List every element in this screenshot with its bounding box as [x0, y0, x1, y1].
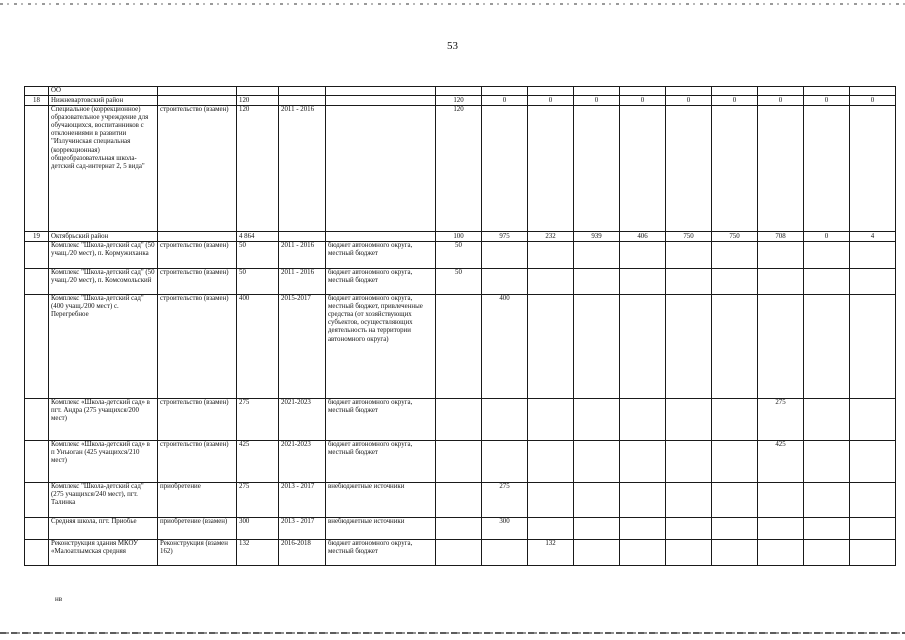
year-value	[436, 441, 482, 483]
year-value	[482, 269, 528, 295]
year-value	[528, 106, 574, 232]
year-value: 50	[436, 242, 482, 269]
footer-mark: нв	[55, 595, 63, 603]
project-source: бюджет автономного округа, местный бюджет	[326, 242, 436, 269]
year-value	[666, 399, 712, 441]
project-name: Комплекс «Школа-детский сад» в п Унъюган (425 учащихся/210 мест)	[49, 441, 158, 483]
year-value: 275	[482, 483, 528, 518]
year-value: 708	[758, 232, 804, 242]
year-value	[528, 242, 574, 269]
project-source: бюджет автономного округа, местный бюджет	[326, 441, 436, 483]
project-type: строительство (взамен)	[158, 295, 237, 399]
year-value	[620, 540, 666, 566]
year-value	[482, 399, 528, 441]
project-period: 2013 - 2017	[279, 483, 326, 518]
project-type: строительство (взамен)	[158, 106, 237, 232]
project-source: внебюджетные источники	[326, 518, 436, 540]
year-value	[436, 399, 482, 441]
project-capacity: 132	[237, 540, 279, 566]
year-value: 100	[436, 232, 482, 242]
district-number: 19	[25, 232, 49, 242]
district-name: Нижневартовский район	[49, 96, 158, 106]
year-value	[850, 242, 896, 269]
district-total-row	[25, 96, 896, 106]
year-value: 50	[436, 269, 482, 295]
project-row	[25, 540, 896, 566]
project-capacity: 120	[237, 106, 279, 232]
year-value: 232	[528, 232, 574, 242]
project-type: Реконструкция (взамен 162)	[158, 540, 237, 566]
year-value	[758, 483, 804, 518]
project-name: Реконструкция здания МКОУ «Малоатлымская средняя	[49, 540, 158, 566]
year-value	[528, 483, 574, 518]
project-type: строительство (взамен)	[158, 399, 237, 441]
project-capacity: 50	[237, 242, 279, 269]
year-value	[666, 441, 712, 483]
project-name: Комплекс "Школа-детский сад" (400 учащ./200 мест) с. Перегребное	[49, 295, 158, 399]
project-type: строительство (взамен)	[158, 242, 237, 269]
project-type: строительство (взамен)	[158, 441, 237, 483]
year-value	[666, 540, 712, 566]
project-source: бюджет автономного округа, местный бюджет, привлеченные средства (от хозяйствующих субъектов, осуществляющих деятельность на территории автономного округа)	[326, 295, 436, 399]
year-value	[712, 399, 758, 441]
year-value: 0	[574, 96, 620, 106]
year-value	[620, 399, 666, 441]
year-value	[758, 518, 804, 540]
year-value	[758, 295, 804, 399]
year-value	[666, 269, 712, 295]
investment-table	[24, 86, 896, 566]
year-value	[482, 540, 528, 566]
page-number: 53	[447, 40, 458, 52]
year-value	[758, 540, 804, 566]
year-value: 0	[804, 96, 850, 106]
year-value: 0	[528, 96, 574, 106]
project-period: 2011 - 2016	[279, 269, 326, 295]
year-value	[574, 399, 620, 441]
year-value: 750	[666, 232, 712, 242]
year-value	[850, 269, 896, 295]
year-value: 975	[482, 232, 528, 242]
year-value	[436, 483, 482, 518]
project-capacity: 50	[237, 269, 279, 295]
project-type: приобретение	[158, 483, 237, 518]
year-value	[804, 399, 850, 441]
year-value	[804, 242, 850, 269]
project-period: 2016-2018	[279, 540, 326, 566]
scan-edge-top	[0, 3, 905, 5]
year-value	[620, 441, 666, 483]
year-value	[620, 295, 666, 399]
year-value	[574, 295, 620, 399]
project-name: Комплекс "Школа-детский сад" (50 учащ./20 мест), п. Комсомольский	[49, 269, 158, 295]
year-value	[574, 106, 620, 232]
project-capacity: 275	[237, 483, 279, 518]
year-value	[620, 518, 666, 540]
year-value	[758, 242, 804, 269]
year-value	[528, 295, 574, 399]
district-total: 120	[237, 96, 279, 106]
year-value	[712, 441, 758, 483]
district-total: 4 864	[237, 232, 279, 242]
year-value	[482, 242, 528, 269]
project-period: 2021-2023	[279, 399, 326, 441]
project-source: бюджет автономного округа, местный бюджет	[326, 399, 436, 441]
year-value: 750	[712, 232, 758, 242]
project-row	[25, 106, 896, 232]
year-value	[666, 295, 712, 399]
year-value: 0	[620, 96, 666, 106]
year-value	[804, 441, 850, 483]
year-value	[850, 540, 896, 566]
year-value	[666, 106, 712, 232]
year-value	[620, 483, 666, 518]
project-period: 2013 - 2017	[279, 518, 326, 540]
project-source: внебюджетные источники	[326, 483, 436, 518]
table-header-fragment-row	[25, 87, 896, 96]
year-value	[620, 242, 666, 269]
year-value: 120	[436, 96, 482, 106]
year-value: 939	[574, 232, 620, 242]
year-value	[528, 441, 574, 483]
year-value: 132	[528, 540, 574, 566]
year-value: 425	[758, 441, 804, 483]
project-row	[25, 483, 896, 518]
project-row	[25, 441, 896, 483]
year-value	[712, 242, 758, 269]
year-value	[666, 518, 712, 540]
project-type: строительство (взамен)	[158, 269, 237, 295]
project-period: 2021-2023	[279, 441, 326, 483]
year-value	[436, 540, 482, 566]
year-value	[712, 106, 758, 232]
year-value	[620, 269, 666, 295]
year-value: 400	[482, 295, 528, 399]
year-value: 0	[804, 232, 850, 242]
year-value	[574, 518, 620, 540]
year-value	[528, 518, 574, 540]
year-value	[850, 483, 896, 518]
year-value	[574, 441, 620, 483]
year-value	[804, 540, 850, 566]
year-value	[482, 441, 528, 483]
scan-edge-bottom	[0, 632, 905, 634]
year-value	[574, 483, 620, 518]
year-value: 300	[482, 518, 528, 540]
year-value	[804, 483, 850, 518]
year-value	[850, 106, 896, 232]
year-value	[528, 399, 574, 441]
year-value	[436, 518, 482, 540]
project-name: Средняя школа, пгт. Приобье	[49, 518, 158, 540]
year-value	[804, 269, 850, 295]
year-value	[758, 106, 804, 232]
year-value	[666, 483, 712, 518]
project-capacity: 275	[237, 399, 279, 441]
project-row	[25, 399, 896, 441]
project-source: бюджет автономного округа, местный бюджет	[326, 269, 436, 295]
project-period: 2011 - 2016	[279, 106, 326, 232]
year-value	[574, 540, 620, 566]
year-value	[804, 518, 850, 540]
year-value	[620, 106, 666, 232]
year-value: 4	[850, 232, 896, 242]
year-value	[482, 106, 528, 232]
district-total-row	[25, 232, 896, 242]
project-name: Комплекс "Школа-детский сад" (275 учащихся/240 мест), пгт. Талинка	[49, 483, 158, 518]
year-value	[850, 441, 896, 483]
year-value	[574, 269, 620, 295]
project-name: Специальное (коррекционное) образовательное учреждение для обучающихся, воспитанников с отклонениями в развитии "Излучинская специальная (коррекционная) общеобразовательная школа-детский сад-интернат 2, 5 вида"	[49, 106, 158, 232]
project-name: Комплекс «Школа-детский сад» в пгт. Андра (275 учащихся/200 мест)	[49, 399, 158, 441]
project-row	[25, 269, 896, 295]
project-capacity: 425	[237, 441, 279, 483]
year-value	[712, 295, 758, 399]
project-capacity: 400	[237, 295, 279, 399]
year-value: 0	[712, 96, 758, 106]
year-value: 406	[620, 232, 666, 242]
year-value	[850, 295, 896, 399]
year-value: 275	[758, 399, 804, 441]
project-source	[326, 106, 436, 232]
year-value	[850, 399, 896, 441]
year-value	[712, 483, 758, 518]
project-period: 2015-2017	[279, 295, 326, 399]
year-value: 0	[758, 96, 804, 106]
year-value	[850, 518, 896, 540]
project-name: Комплекс "Школа-детский сад" (50 учащ./20 мест), п. Кормужиханка	[49, 242, 158, 269]
project-type: приобретение (взамен)	[158, 518, 237, 540]
year-value	[528, 269, 574, 295]
year-value: 120	[436, 106, 482, 232]
project-capacity: 300	[237, 518, 279, 540]
year-value	[804, 106, 850, 232]
project-row	[25, 295, 896, 399]
year-value: 0	[850, 96, 896, 106]
year-value	[666, 242, 712, 269]
year-value	[574, 242, 620, 269]
header-fragment: ОО	[49, 87, 158, 96]
district-number: 18	[25, 96, 49, 106]
year-value	[712, 269, 758, 295]
project-row	[25, 242, 896, 269]
project-row	[25, 518, 896, 540]
year-value: 0	[666, 96, 712, 106]
project-source: бюджет автономного округа, местный бюджет	[326, 540, 436, 566]
project-period: 2011 - 2016	[279, 242, 326, 269]
year-value	[712, 540, 758, 566]
year-value: 0	[482, 96, 528, 106]
year-value	[436, 295, 482, 399]
year-value	[758, 269, 804, 295]
year-value	[804, 295, 850, 399]
district-name: Октябрьский район	[49, 232, 158, 242]
year-value	[712, 518, 758, 540]
